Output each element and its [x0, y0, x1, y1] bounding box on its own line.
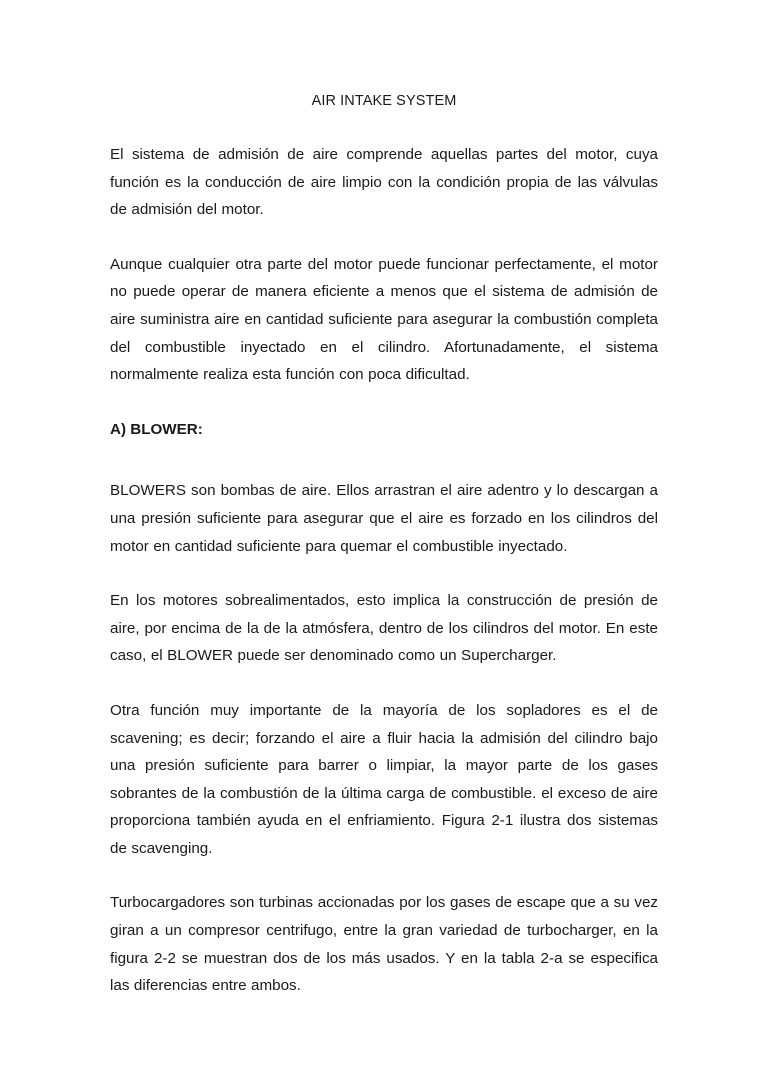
paragraph-turbochargers: Turbocargadores son turbinas accionadas por los gases de escape que a su vez giran a un compresor centrifugo, entre la gran variedad de turbocharger, en la figura 2-2 se muestran dos de los más usados. Y en la tabla 2-a se especifica las diferencias entre ambos.: [110, 894, 658, 995]
document-body: [110, 141, 658, 1027]
section-heading-blower: A) BLOWER:: [110, 420, 203, 438]
paragraph-scavenging: Otra función muy importante de la mayoría de los sopladores es el de scavening; es decir; forzando el aire a fluir hacia la admisión del cilindro bajo una presión suficiente para barrer o limpiar, la mayor parte de los gases sobrantes de la combustión de la última carga de combustible. el exceso de aire proporciona también ayuda en el enfriamiento. Figura 2-1 ilustra dos sistemas de scavenging.: [110, 701, 658, 857]
paragraph-intro: El sistema de admisión de aire comprende aquellas partes del motor, cuya función es la conducción de aire limpio con la condición propia de las válvulas de admisión del motor.: [110, 146, 658, 219]
paragraph-blowers: BLOWERS son bombas de aire. Ellos arrastran el aire adentro y lo descargan a una presión suficiente para asegurar que el aire es forzado en los cilindros del motor en cantidad suficiente para quemar el combustible inyectado.: [110, 482, 658, 555]
paragraph-efficiency: Aunque cualquier otra parte del motor puede funcionar perfectamente, el motor no puede operar de manera eficiente a menos que el sistema de admisión de aire suministra aire en cantidad suficiente para asegurar la combustión completa del combustible inyectado en el cilindro. Afortunadamente, el sistema normalmente realiza esta función con poca dificultad.: [110, 255, 658, 384]
paragraph-supercharged: En los motores sobrealimentados, esto implica la construcción de presión de aire, por encima de la de la atmósfera, dentro de los cilindros del motor. En este caso, el BLOWER puede ser denominado como un Supercharger.: [110, 592, 658, 665]
document-title: AIR INTAKE SYSTEM: [311, 93, 457, 109]
